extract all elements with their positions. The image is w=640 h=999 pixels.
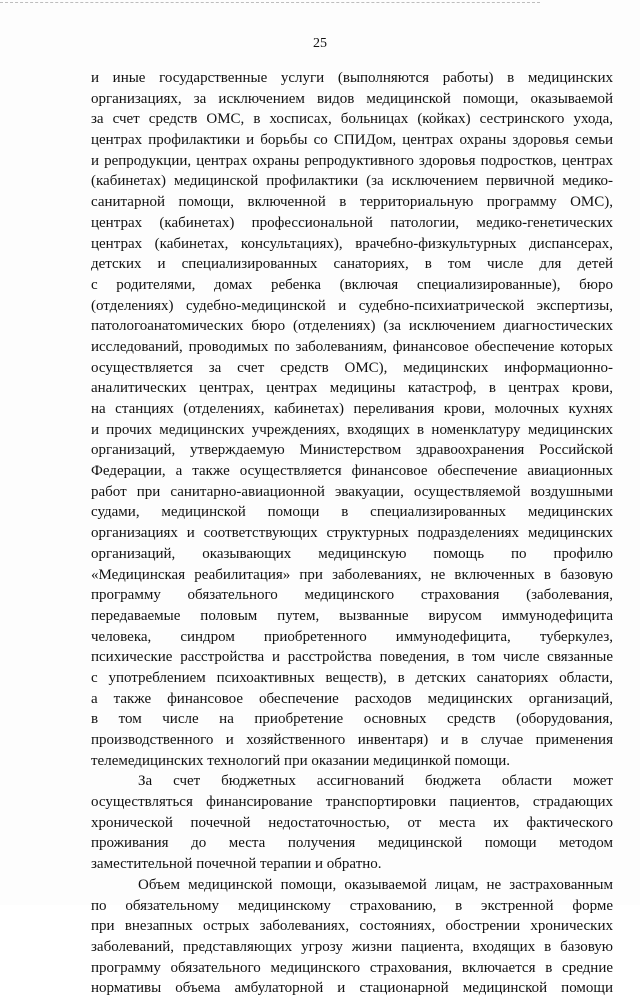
text-line: детских и специализированных санаториях, в том числе для детей bbox=[91, 256, 613, 273]
text-line: организациях и соответствующих структурных подразделениях медицинских bbox=[91, 525, 613, 542]
text-line: на станциях (отделениях, кабинетах) переливания крови, молочных кухнях bbox=[91, 401, 613, 417]
text-line: центрах (кабинетах) профессиональной патологии, медико-генетических bbox=[91, 214, 613, 231]
text-line: и прочих медицинских учреждениях, входящих в номенклатуру медицинских bbox=[91, 421, 613, 438]
text-line: хронической почечной недостаточностью, от места их фактического bbox=[91, 814, 613, 831]
text-line: программу обязательного медицинского страхования (заболевания, bbox=[91, 587, 613, 604]
text-line: в том числе на приобретение основных средств (оборудования, bbox=[91, 711, 613, 728]
text-line: центрах профилактики и борьбы со СПИДом, центрах охраны здоровья семьи bbox=[91, 132, 613, 149]
text-line: Объем медицинской помощи, оказываемой лицам, не застрахованным bbox=[138, 876, 613, 893]
text-line: программу обязательного медицинского страхования, включается в средние bbox=[91, 959, 613, 976]
page-number: 25 bbox=[313, 36, 327, 51]
text-line: заместительной почечной терапии и обратно. bbox=[91, 856, 382, 873]
text-line: по обязательному медицинскому страхованию, в экстренной форме bbox=[91, 897, 613, 914]
text-line: организаций, утверждаемую Министерством здравоохранения Российской bbox=[91, 442, 613, 459]
text-line: «Медицинская реабилитация» при заболеваниях, не включенных в базовую bbox=[91, 566, 613, 583]
text-line: судами, медицинской помощи в специализированных медицинских bbox=[91, 504, 613, 521]
text-line: человека, синдром приобретенного иммунодефицита, туберкулез, bbox=[91, 628, 613, 645]
text-line: психические расстройства и расстройства поведения, в том числе связанные bbox=[91, 649, 613, 666]
text-line: с родителями, домах ребенка (включая специализированные), бюро bbox=[91, 276, 613, 293]
text-line: производственного и хозяйственного инвентаря) и в случае применения bbox=[91, 732, 613, 748]
text-line: телемедицинских технологий при оказании медицинкой помощи. bbox=[91, 752, 511, 769]
text-line: За счет бюджетных ассигнований бюджета области может bbox=[138, 773, 613, 790]
text-line: и иные государственные услуги (выполняются работы) в медицинских bbox=[91, 70, 613, 86]
text-line: при внезапных острых заболеваниях, состояниях, обострении хронических bbox=[91, 918, 613, 935]
text-line: нормативы объема амбулаторной и стационарной медицинской помощи bbox=[91, 980, 613, 997]
text-line: за счет средств ОМС, в хосписах, больницах (койках) сестринского ухода, bbox=[91, 111, 613, 128]
text-line: заболеваний, представляющих угрозу жизни пациента, входящих в базовую bbox=[91, 938, 613, 955]
text-line: аналитических центрах, центрах медицины катастроф, в центрах крови, bbox=[91, 380, 613, 397]
text-line: организаций, оказывающих медицинскую помощь по профилю bbox=[91, 545, 613, 562]
text-line: работ при санитарно-авиационной эвакуации, осуществляемой воздушными bbox=[91, 483, 613, 500]
text-line: осуществляться финансирование транспортировки пациентов, страдающих bbox=[91, 794, 613, 811]
text-line: центрах (кабинетах, консультациях), врачебно-физкультурных диспансерах, bbox=[91, 235, 613, 252]
text-line: исследований, проводимых по заболеваниям, финансовое обеспечение которых bbox=[91, 338, 613, 355]
text-line: (отделениях) судебно-медицинской и судебно-психиатрической экспертизы, bbox=[91, 297, 613, 314]
text-line: передаваемые половым путем, вызванные вирусом иммунодефицита bbox=[91, 607, 613, 624]
text-line: (кабинетах) медицинской профилактики (за исключением первичной медико- bbox=[91, 173, 613, 190]
text-line: патологоанатомических бюро (отделениях) (за исключением диагностических bbox=[91, 318, 613, 335]
text-line: проживания до места получения медицинской помощи методом bbox=[91, 835, 613, 852]
body-text bbox=[91, 68, 613, 999]
text-line: санитарной помощи, включенной в территориальную программу ОМС), bbox=[91, 194, 613, 211]
top-scan-edge bbox=[0, 2, 540, 3]
text-line: Федерации, а также осуществляется финансовое обеспечение авиационных bbox=[91, 463, 613, 480]
text-line: и репродукции, центрах охраны репродуктивного здоровья подростков, центрах bbox=[91, 152, 613, 169]
text-line: организациях, за исключением видов медицинской помощи, оказываемой bbox=[91, 90, 613, 107]
text-line: с употреблением психоактивных веществ), в детских санаториях области, bbox=[91, 669, 613, 686]
text-line: а также финансовое обеспечение расходов медицинских организаций, bbox=[91, 690, 613, 707]
text-line: осуществляется за счет средств ОМС), медицинских информационно- bbox=[91, 359, 613, 376]
